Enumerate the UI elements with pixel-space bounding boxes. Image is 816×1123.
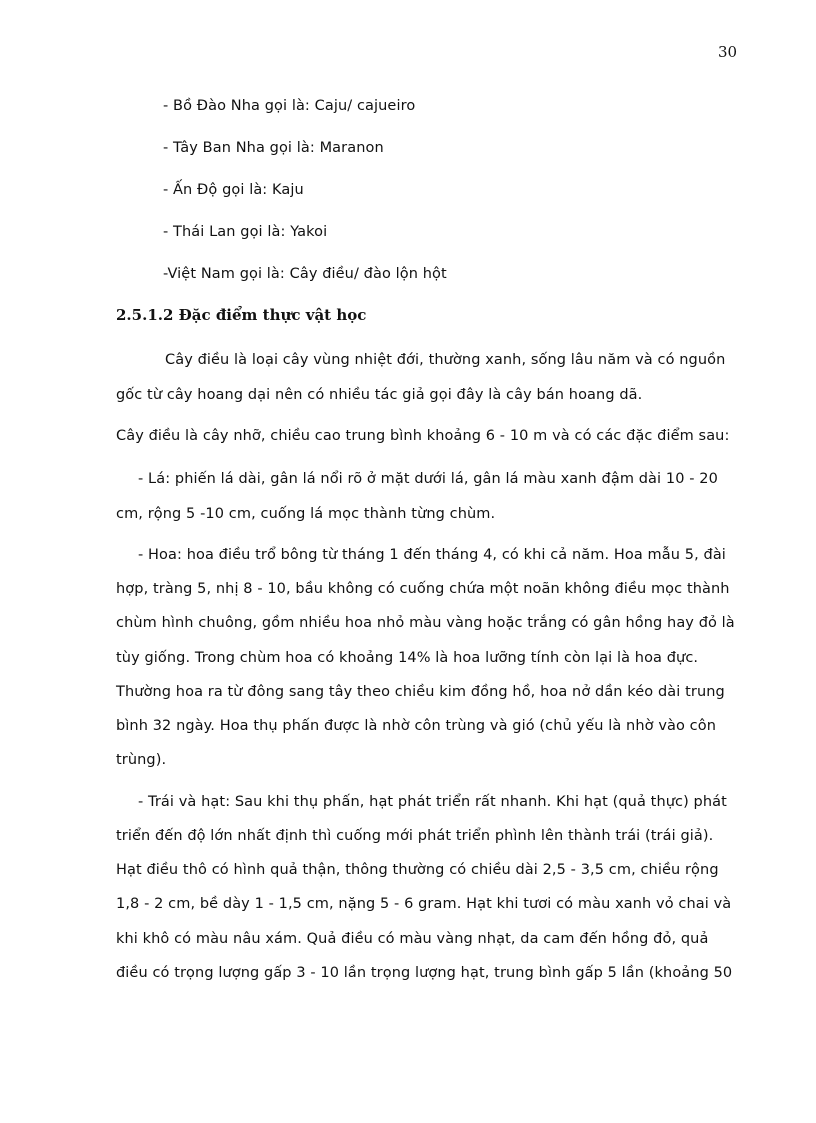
paragraph-line: - Hoa: hoa điều trổ bông từ tháng 1 đến tháng 4, có khi cả năm. Hoa mẫu 5, đài	[138, 547, 726, 563]
paragraph-line: hợp, tràng 5, nhị 8 - 10, bầu không có cuống chứa một noãn không điều mọc thành	[116, 581, 730, 597]
page-number: 30	[718, 43, 738, 61]
paragraph-line: gốc từ cây hoang dại nên có nhiều tác giả gọi đây là cây bán hoang dã.	[116, 387, 643, 403]
paragraph-line: điều có trọng lượng gấp 3 - 10 lần trọng lượng hạt, trung bình gấp 5 lần (khoảng 50	[116, 965, 733, 981]
paragraph-line: - Trái và hạt: Sau khi thụ phấn, hạt phát triển rất nhanh. Khi hạt (quả thực) phát	[138, 794, 727, 810]
paragraph-line: khi khô có màu nâu xám. Quả điều có màu vàng nhạt, da cam đến hồng đỏ, quả	[116, 931, 709, 947]
name-list-item-vietnam: -Việt Nam gọi là: Cây điều/ đào lộn hột	[163, 266, 447, 282]
paragraph-line: triển đến độ lớn nhất định thì cuống mới phát triển phình lên thành trái (trái giả).	[116, 828, 714, 844]
paragraph-line: tùy giống. Trong chùm hoa có khoảng 14% là hoa lưỡng tính còn lại là hoa đực.	[116, 650, 699, 666]
paragraph-line: chùm hình chuông, gồm nhiều hoa nhỏ màu vàng hoặc trắng có gân hồng hay đỏ là	[116, 615, 735, 631]
paragraph-line: - Lá: phiến lá dài, gân lá nổi rõ ở mặt dưới lá, gân lá màu xanh đậm dài 10 - 20	[138, 471, 718, 487]
name-list-item-thailand: - Thái Lan gọi là: Yakoi	[163, 224, 328, 240]
paragraph-line: bình 32 ngày. Hoa thụ phấn được là nhờ côn trùng và gió (chủ yếu là nhờ vào côn	[116, 718, 716, 734]
paragraph-line: Thường hoa ra từ đông sang tây theo chiều kim đồng hồ, hoa nở dần kéo dài trung	[116, 684, 725, 700]
paragraph-line: cm, rộng 5 -10 cm, cuống lá mọc thành từng chùm.	[116, 506, 496, 522]
section-heading: 2.5.1.2 Đặc điểm thực vật học	[116, 306, 367, 324]
name-list-item-india: - Ấn Độ gọi là: Kaju	[163, 182, 304, 198]
paragraph-line: trùng).	[116, 752, 167, 768]
paragraph-line: Hạt điều thô có hình quả thận, thông thường có chiều dài 2,5 - 3,5 cm, chiều rộng	[116, 862, 719, 878]
paragraph-line: Cây điều là cây nhỡ, chiều cao trung bình khoảng 6 - 10 m và có các đặc điểm sau:	[116, 428, 730, 444]
name-list-item-portugal: - Bồ Đào Nha gọi là: Caju/ cajueiro	[163, 98, 416, 114]
paragraph-line: Cây điều là loại cây vùng nhiệt đới, thường xanh, sống lâu năm và có nguồn	[165, 352, 726, 368]
name-list-item-spain: - Tây Ban Nha gọi là: Maranon	[163, 140, 384, 156]
paragraph-line: 1,8 - 2 cm, bề dày 1 - 1,5 cm, nặng 5 - 6 gram. Hạt khi tươi có màu xanh vỏ chai và	[116, 896, 732, 912]
